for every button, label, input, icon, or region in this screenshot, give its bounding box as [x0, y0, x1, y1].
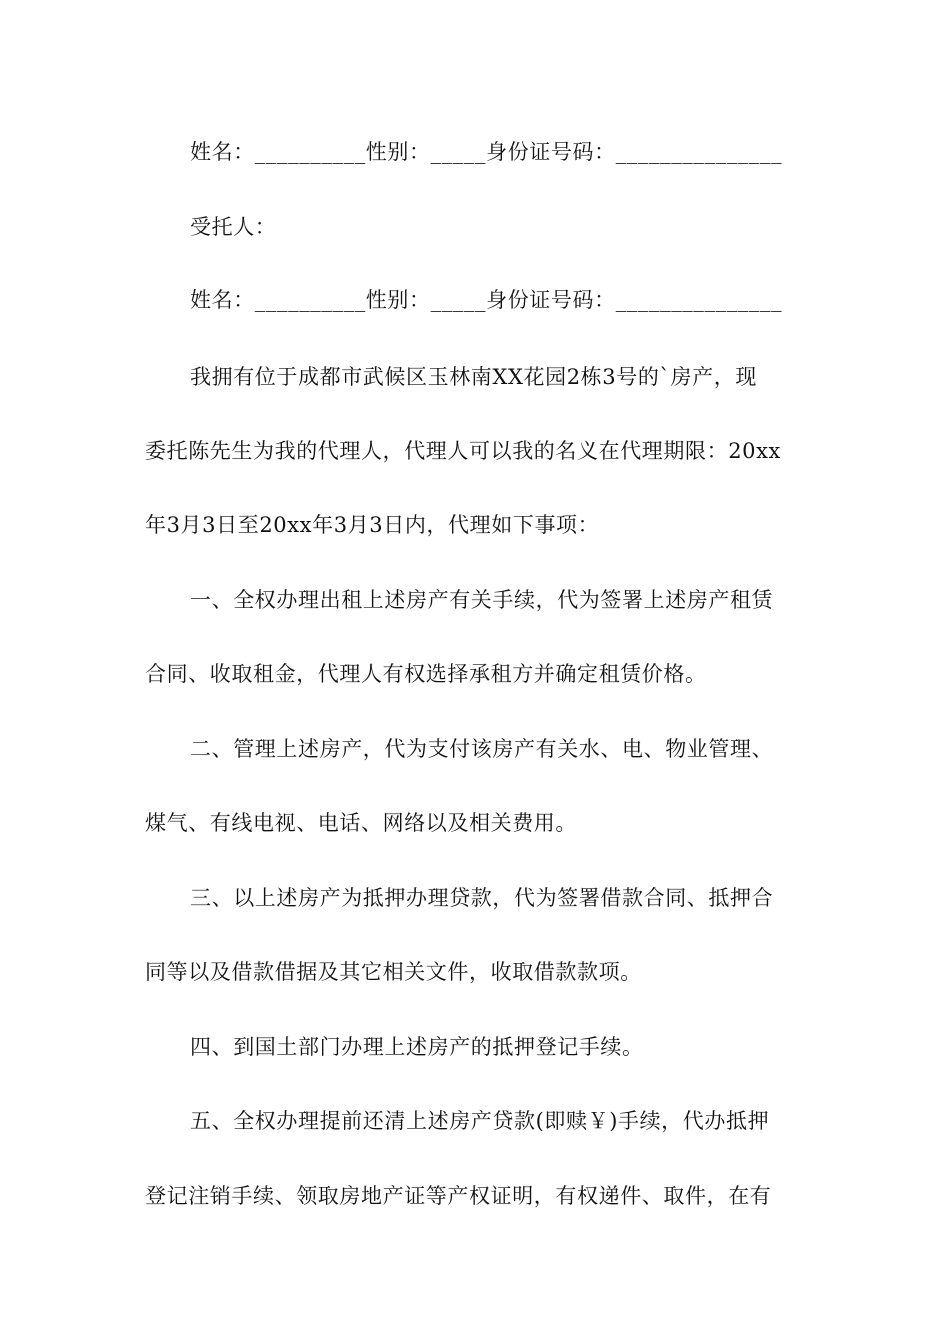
- paragraph-intro-line-2: 委托陈先生为我的代理人，代理人可以我的名义在代理期限：20xx: [145, 439, 782, 463]
- item-3-line-2: 同等以及借款借据及其它相关文件，收取借款款项。: [145, 960, 642, 984]
- item-4-line-1: 四、到国土部门办理上述房产的抵押登记手续。: [190, 1035, 644, 1059]
- item-1-line-2: 合同、收取租金，代理人有权选择承租方并确定租赁价格。: [145, 662, 707, 686]
- item-5-line-2: 登记注销手续、领取房地产证等产权证明，有权递件、取件，在有: [145, 1184, 772, 1208]
- item-1-line-1: 一、全权办理出租上述房产有关手续，代为签署上述房产租赁: [190, 588, 774, 612]
- principal-info-line: 姓名：__________性别：_____身份证号码：_______________: [190, 140, 783, 164]
- paragraph-intro-line-1: 我拥有位于成都市武候区玉林南XX花园2栋3号的`房产，现: [190, 365, 757, 389]
- item-2-line-2: 煤气、有线电视、电话、网络以及相关费用。: [145, 811, 577, 835]
- paragraph-intro-line-3: 年3月3日至20xx年3月3日内，代理如下事项：: [145, 513, 600, 537]
- agent-heading: 受托人：: [190, 215, 277, 239]
- item-2-line-1: 二、管理上述房产，代为支付该房产有关水、电、物业管理、: [190, 737, 774, 761]
- item-3-line-1: 三、以上述房产为抵押办理贷款，代为签署借款合同、抵押合: [190, 886, 774, 910]
- agent-info-line: 姓名：__________性别：_____身份证号码：_______________: [190, 288, 783, 312]
- item-5-line-1: 五、全权办理提前还清上述房产贷款(即赎￥)手续，代办抵押: [190, 1109, 770, 1133]
